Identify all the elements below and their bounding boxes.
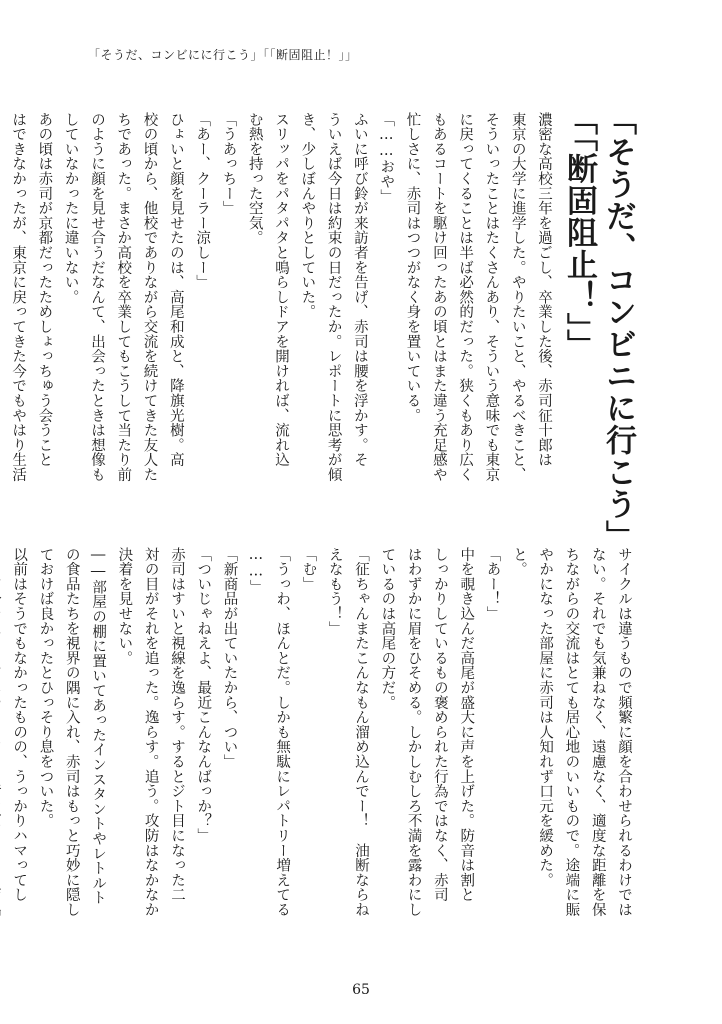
page-number: 65 [352,982,370,998]
chapter-title-line: 「「断固阻止！」」 [561,104,597,361]
text-line: ちながらの交流はとても居心地のいいもので。途端に賑 [563,547,580,917]
chapter-title [561,104,637,552]
text-line: ちであった。まさか高校を卒業してもこうして当たり前 [115,112,132,482]
text-line: む熱を持った空気。 [246,112,263,246]
text-line: ふいに呼び鈴が来訪者を告げ、赤司は腰を浮かす。そ [351,112,368,468]
text-line: ういえば今日は約束の日だったか。レポートに思考が傾 [325,112,342,482]
text-line: やかになった部屋に赤司は人知れず口元を緩めた。 [537,547,554,888]
text-line: に戻ってくることは半ば必然的だった。狭くもあり広く [457,112,474,482]
text-line: えなもう！」 [326,547,343,636]
text-line: しっかりしているもの褒められた行為ではなく、赤司 [431,547,448,903]
text-line: スリッパをパタパタと鳴らしドアを開ければ、流れ込 [273,112,290,468]
text-line: 「あー！」 [484,547,501,621]
text-line: 決着を見せない。 [116,547,133,666]
text-line [0,547,6,945]
text-line: 「新商品が出ていたから、つい」 [221,547,238,769]
text-line: していなかったに違いない。 [62,112,79,305]
text-line: 東京の大学に進学した。やりたいこと、やるべきこと、 [509,112,526,482]
body-text-upper [10,112,557,504]
text-line: ない。それでも気兼ねなく、遠慮なく、適度な距離を保 [589,547,606,917]
text-line: 「ついじゃねえよ、最近こんなんばっか？」 [195,547,212,843]
text-line: と。 [510,547,527,577]
text-line: そういったことはたくさんあり、そういう意味でも東京 [483,112,500,482]
text-line: 校の頃から、他校でありながら交流を続けてきた友人た [141,112,158,482]
text-line: 以前はそうでもなかったものの、うっかりハマってし [11,547,28,903]
text-line: ――部屋の棚に置いてあったインスタントやレトルト [90,547,107,906]
text-line: 対の目がそれを追った。逸らす。追う。攻防はなかなか [142,547,159,917]
text-line: 「うあっちー」 [220,112,237,216]
text-line: はできなかったが、東京に戻ってきた今でもやはり生活 [10,112,27,482]
text-line: サイクルは違うもので頻繁に顔を合わせられるわけでは [616,547,632,917]
text-line: ひょいと顔を見せたのは、高尾和成と、降旗光樹。高 [167,112,184,468]
text-line: あの頃は赤司が京都だったためしょっちゅう会うこと [36,112,53,468]
text-line: 忙しさに、赤司はつつがなく身を置いている。 [404,112,421,423]
text-line: 「あー、クーラー涼しー」 [194,112,211,290]
text-line: 赤司はすいと視線を逸らす。するとジト目になった二 [168,547,185,903]
text-line: ておけば良かったとひっそり息をついた。 [37,547,54,829]
text-line: 濃密な高校三年を過ごし、卒業した後、赤司征十郎は [536,112,552,468]
text-line: ……」 [247,547,264,595]
text-line: 中を覗き込んだ高尾が盛大に声を上げた。防音は割と [458,547,475,903]
text-line: き、少しぼんやりとしていた。 [299,112,316,320]
text-line: はわずかに眉をひそめる。しかしむしろ不満を露わにし [405,547,422,917]
running-header: 「そうだ、コンビにに行こう」「「断固阻止！」」 [88,48,358,62]
text-line: 「……おや」 [378,112,395,204]
text-line: 「征ちゃんまたこんなもん溜め込んでー！ 油断ならね [353,547,370,917]
text-line: 「む」 [300,547,317,592]
body-text-lower [11,547,637,945]
text-line: のように顔を見せ合うだなんて、出会ったときは想像も [88,112,105,482]
text-line: の食品たちを視界の隅に入れ、赤司はもっと巧妙に隠し [63,547,80,917]
text-line: ているのは高尾の方だ。 [379,547,396,710]
text-line: もあるコートを駆け回ったあの頃とはまた違う充足感や [430,112,447,482]
text-line: 「うっわ、ほんとだ。しかも無駄にレパトリー増えてる [274,547,291,917]
chapter-title-line: 「そうだ、コンビニに行こう」 [600,104,636,552]
